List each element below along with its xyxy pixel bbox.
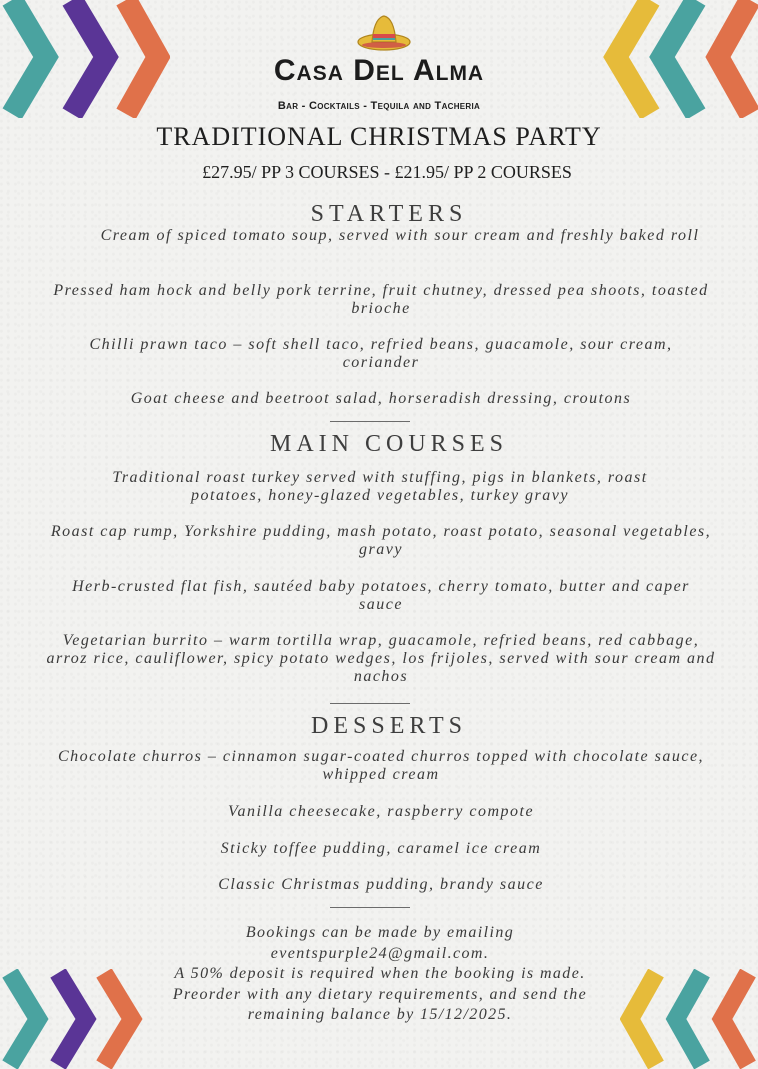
starters-heading: STARTERS xyxy=(310,201,468,227)
booking-info xyxy=(130,923,630,1026)
starter-item: Pressed ham hock and belly pork terrine, fruit chutney, dressed pea shoots, toasted brioche xyxy=(53,282,709,317)
sombrero-logo-icon xyxy=(356,12,412,52)
booking-email: eventspurple24@gmail.com. xyxy=(270,944,490,962)
dessert-item: Sticky toffee pudding, caramel ice cream xyxy=(220,840,542,857)
menu-title: TRADITIONAL CHRISTMAS PARTY xyxy=(156,122,602,151)
main-item: Roast cap rump, Yorkshire pudding, mash potato, roast potato, seasonal vegetables, gravy xyxy=(50,523,712,558)
price-line: £27.95/ PP 3 COURSES - £21.95/ PP 2 COURSES xyxy=(202,162,572,182)
main-item: Traditional roast turkey served with stuffing, pigs in blankets, roast potatoes, honey-glazed vegetables, turkey gravy xyxy=(112,469,648,504)
starter-item: Cream of spiced tomato soup, served with sour cream and freshly baked roll xyxy=(100,227,700,244)
section-divider xyxy=(330,703,410,704)
starter-item: Goat cheese and beetroot salad, horseradish dressing, croutons xyxy=(130,390,632,407)
chevron-decoration-bottom-left xyxy=(0,969,150,1069)
dessert-item: Classic Christmas pudding, brandy sauce xyxy=(218,876,544,893)
booking-line: A 50% deposit is required when the booking is made. xyxy=(174,965,586,982)
section-divider xyxy=(330,421,410,422)
booking-line: remaining balance by 15/12/2025. xyxy=(247,1006,513,1023)
main-item: Herb-crusted flat fish, sautéed baby potatoes, cherry tomato, butter and caper sauce xyxy=(72,578,690,613)
brand-name: Casa Del Alma xyxy=(273,54,485,87)
dessert-item: Vanilla cheesecake, raspberry compote xyxy=(227,803,535,820)
starter-item: Chilli prawn taco – soft shell taco, refried beans, guacamole, sour cream, coriander xyxy=(89,336,673,371)
section-divider xyxy=(330,907,410,908)
booking-line: Bookings can be made by emailing xyxy=(245,924,515,941)
booking-line: Preorder with any dietary requirements, and send the xyxy=(172,985,588,1003)
desserts-heading: DESSERTS xyxy=(311,713,467,739)
mains-heading: MAIN COURSES xyxy=(269,431,509,457)
dessert-item: Chocolate churros – cinnamon sugar-coated churros topped with chocolate sauce, whipped cream xyxy=(57,748,705,783)
brand-tagline: Bar - Cocktails - Tequila and Tacheria xyxy=(277,100,481,112)
chevron-decoration-bottom-right xyxy=(620,969,758,1069)
main-item: Vegetarian burrito – warm tortilla wrap, guacamole, refried beans, red cabbage, arroz rice, cauliflower, spicy potato wedges, los frijoles, served with sour cream and nachos xyxy=(46,632,716,685)
